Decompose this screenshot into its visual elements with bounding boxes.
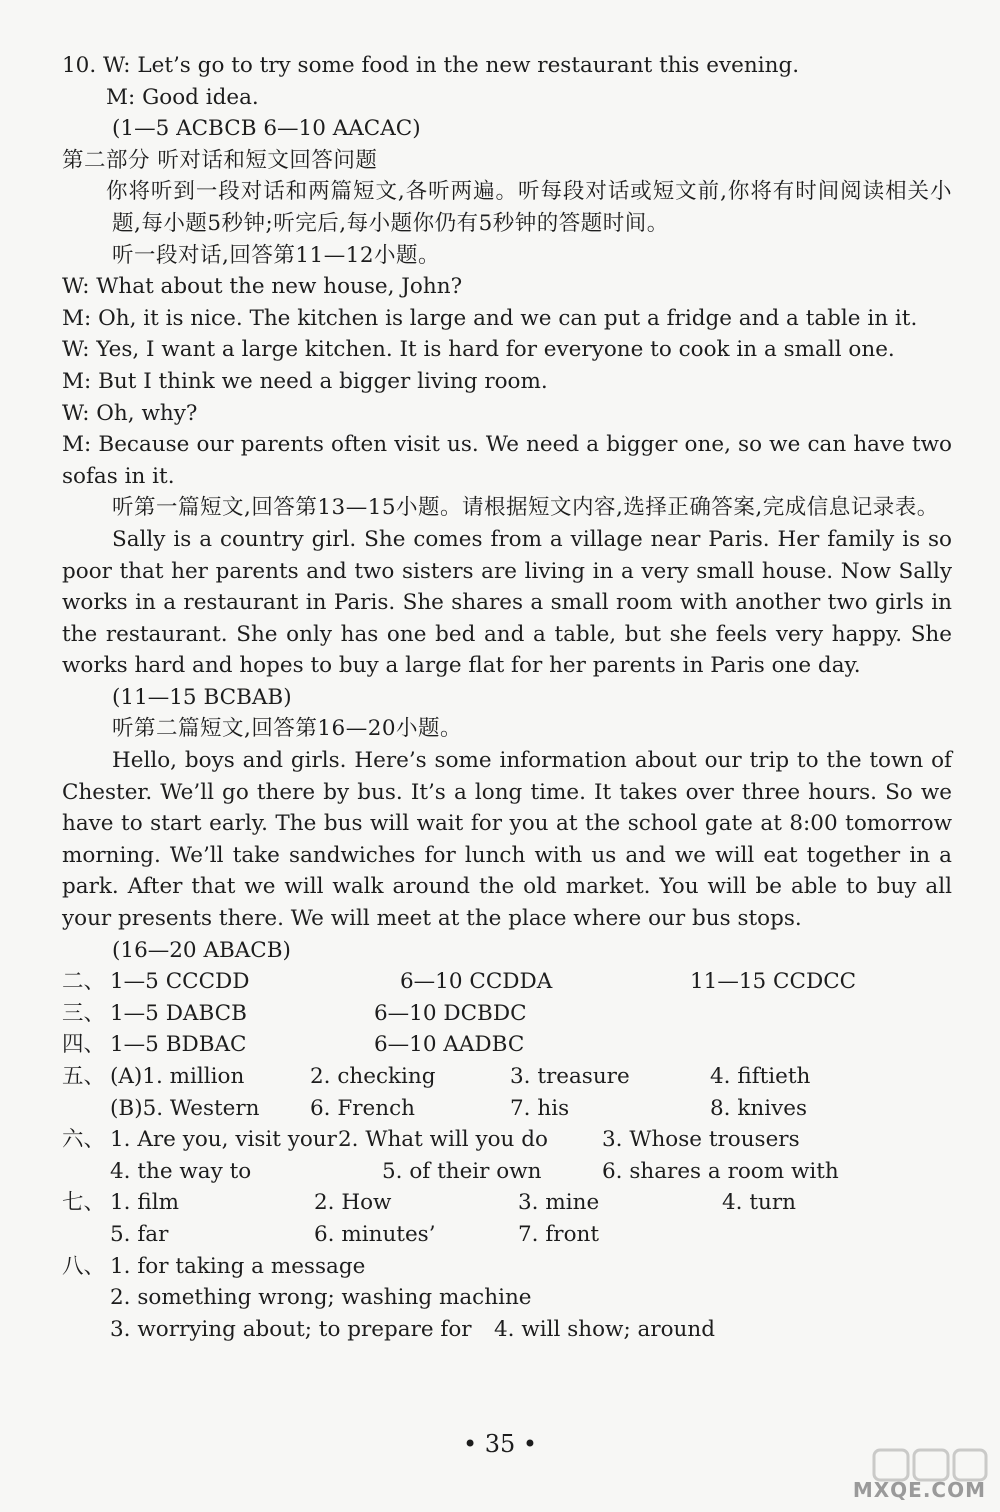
answer-group: 6—10 CCDDA (400, 969, 553, 995)
section-2-answers (62, 966, 952, 998)
section-4-answers (62, 1029, 952, 1061)
answer-item: 8. knives (710, 1095, 808, 1121)
answer-item: 1. for taking a message (110, 1253, 366, 1279)
answer-item: 3. worrying about; to prepare for (110, 1316, 472, 1342)
section-label: 三、 (62, 1000, 106, 1026)
answer-group: 11—15 CCDCC (690, 969, 857, 995)
instructions-paragraph: 你将听到一段对话和两篇短文,各听两遍。听每段对话或短文前,你将有时间阅读相关小题,每小题5秒钟;听完后,每小题你仍有5秒钟的答题时间。 (106, 179, 952, 236)
dialogue-reply: M: Good idea. (106, 84, 259, 110)
answer-group: 1—5 BDBAC (110, 1032, 247, 1058)
answer-item: 2. something wrong; washing machine (110, 1285, 532, 1311)
indent-spacer (62, 1282, 110, 1314)
section-label: 四、 (62, 1032, 106, 1058)
section-5-row1 (62, 1061, 952, 1093)
dialogue-heading: 听一段对话,回答第11—12小题。 (112, 242, 441, 268)
section-label: 七、 (62, 1190, 106, 1216)
section-label: 二、 (62, 969, 106, 995)
answer-item: 7. his (510, 1095, 570, 1121)
answer-item: 2. checking (310, 1064, 436, 1089)
answer-key-1-10: (1—5 ACBCB 6—10 AACAC) (112, 116, 421, 142)
indent-spacer (62, 1219, 110, 1251)
answer-item: 6. French (310, 1095, 416, 1121)
section-label: 八、 (62, 1253, 106, 1279)
answer-item: 5. of their own (382, 1158, 542, 1184)
watermark-text: MXQE.COM (852, 1478, 986, 1502)
answer-group: 1—5 DABCB (110, 1000, 247, 1026)
section-8-row3 (62, 1314, 952, 1346)
dialogue-line: W: What about the new house, John? (62, 274, 463, 300)
answer-item: 6. shares a room with (602, 1158, 839, 1184)
answer-item: 3. mine (518, 1190, 600, 1216)
answer-item: 4. fiftieth (710, 1064, 811, 1089)
section-8-row1 (62, 1251, 952, 1283)
answer-line-10: 10. W: Let’s go to try some food in the new restaurant this evening. (62, 53, 800, 78)
document-body (62, 50, 952, 1345)
answer-group: 6—10 AADBC (374, 1032, 525, 1058)
indent-spacer (62, 1314, 110, 1346)
answer-group: 6—10 DCBDC (374, 1000, 527, 1026)
section-label: 五、 (62, 1064, 106, 1089)
answer-key-16-20: (16—20 ABACB) (112, 937, 291, 963)
dialogue-line: M: But I think we need a bigger living room. (62, 368, 548, 394)
passage2-heading: 听第二篇短文,回答第16—20小题。 (112, 716, 463, 742)
answer-item: 2. How (314, 1190, 392, 1216)
answer-item: 3. treasure (510, 1064, 630, 1089)
indent-spacer (62, 1156, 110, 1188)
indent-spacer (62, 1093, 110, 1125)
passage1-text: Sally is a country girl. She comes from a village near Paris. Her family is so poor that her parents and two sisters are living in a very small house. Now Sally works in a restaurant in Paris. She shares a small room with another two girls in the restaurant. She only has one bed and a table, but she feels very happy. She works hard and hopes to buy a large flat for her parents in Paris one day. (62, 526, 952, 679)
answer-item: 3. Whose trousers (602, 1127, 800, 1153)
section-8-row2 (62, 1282, 952, 1314)
passage1-heading: 听第一篇短文,回答第13—15小题。请根据短文内容,选择正确答案,完成信息记录表。 (112, 495, 939, 521)
dialogue-line: M: Oh, it is nice. The kitchen is large and we can put a fridge and a table in it. (62, 305, 918, 331)
answer-item: 7. front (518, 1221, 600, 1247)
page-number: • 35 • (462, 1430, 538, 1458)
answer-key-11-15: (11—15 BCBAB) (112, 684, 292, 710)
dialogue-line: W: Yes, I want a large kitchen. It is hard for everyone to cook in a small one. (62, 337, 895, 363)
section-6-row2 (62, 1156, 952, 1188)
answer-item: (A)1. million (110, 1064, 245, 1089)
dialogue-line: W: Oh, why? (62, 400, 198, 426)
answer-item: 6. minutes’ (314, 1221, 436, 1247)
answer-item: 2. What will you do (338, 1127, 548, 1153)
section-6-row1 (62, 1124, 952, 1156)
answer-group: 1—5 CCCDD (110, 969, 250, 995)
section-3-answers (62, 998, 952, 1030)
answer-item: 1. Are you, visit your (110, 1127, 337, 1153)
dialogue-line: M: Because our parents often visit us. We need a bigger one, so we can have two sofas in it. (62, 432, 952, 489)
section-heading-part2: 第二部分 听对话和短文回答问题 (62, 147, 378, 173)
section-label: 六、 (62, 1127, 106, 1153)
answer-item: 5. far (110, 1221, 169, 1247)
answer-item: 4. turn (722, 1190, 796, 1216)
answer-item: 1. film (110, 1190, 179, 1216)
section-5-row2 (62, 1093, 952, 1125)
section-7-row2 (62, 1219, 952, 1251)
passage2-text: Hello, boys and girls. Here’s some information about our trip to the town of Chester. We’ll go there by bus. It’s a long time. It takes over three hours. So we have to start early. The bus will wait for you at the school gate at 8:00 tomorrow morning. We’ll take sandwiches for lunch with us and we will eat together in a park. After that we will walk around the old market. You will be able to buy all your presents there. We will meet at the place where our bus stops. (62, 748, 952, 932)
section-7-row1 (62, 1187, 952, 1219)
answer-item: 4. the way to (110, 1158, 252, 1184)
answer-item: 4. will show; around (494, 1316, 716, 1342)
answer-item: (B)5. Western (110, 1095, 260, 1121)
